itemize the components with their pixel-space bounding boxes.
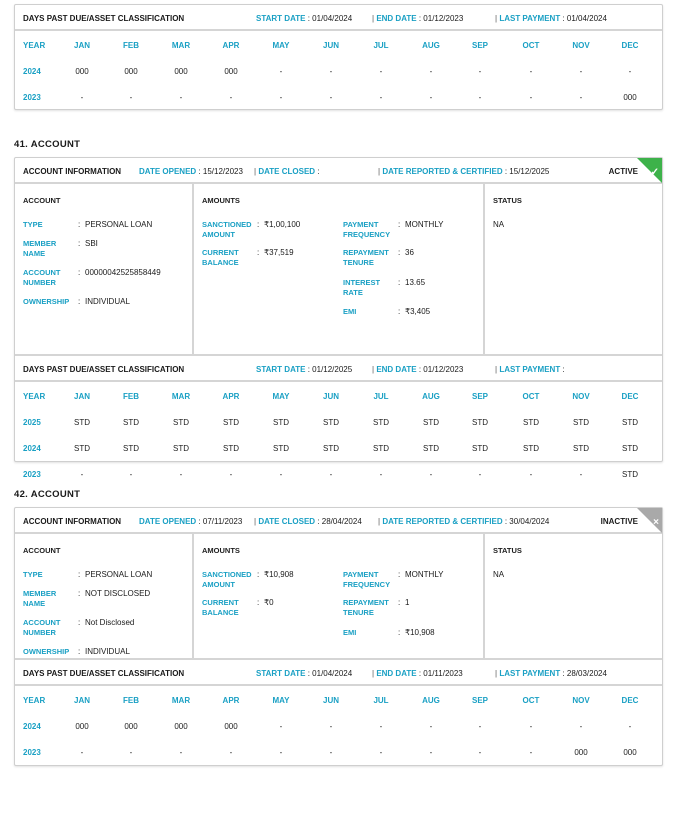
month-header-jan: JAN <box>73 41 91 50</box>
type-label: TYPE <box>23 570 43 579</box>
dpd-row <box>15 83 662 109</box>
start-date-label: START DATE <box>256 669 306 678</box>
amounts-column: AMOUNTS SANCTIONED AMOUNT : ₹10,908 CURRENT BALANCE : ₹0 PAYMENT FREQUENCY : MONTHLY REPAYMENT TENURE : 1 EMI : ₹10,908 <box>194 534 485 658</box>
last-payment-value: : 01/04/2024 <box>562 14 607 23</box>
current-balance-label: CURRENT BALANCE <box>202 248 239 267</box>
dpd-title: DAYS PAST DUE/ASSET CLASSIFICATION <box>23 365 185 374</box>
dpd-cell: STD <box>472 418 488 427</box>
dpd-cell: - <box>279 470 283 479</box>
dpd-cell: - <box>279 67 283 76</box>
dpd-cell: - <box>80 748 84 757</box>
dpd-cell: STD <box>173 444 189 453</box>
status-badge: INACTIVE <box>600 517 638 526</box>
dpd-cell: 000 <box>174 67 188 76</box>
dpd-cell: - <box>429 722 433 731</box>
account-info-title: ACCOUNT INFORMATION <box>23 167 122 176</box>
date-reported-value: : 30/04/2024 <box>504 517 550 526</box>
month-header-apr: APR <box>222 696 240 705</box>
current-balance-value: ₹37,519 <box>264 248 294 257</box>
month-header-apr: APR <box>222 41 240 50</box>
payment-frequency-value: MONTHLY <box>405 570 444 579</box>
dpd-cell: - <box>579 67 583 76</box>
month-header-apr: APR <box>222 392 240 401</box>
account-header: ACCOUNT <box>23 546 61 555</box>
dpd-header: DAYS PAST DUE/ASSET CLASSIFICATION START DATE : 01/04/2024 | END DATE : 01/11/2023 | LAST PAYMENT : 28/03/2024 <box>15 660 662 686</box>
dpd-cell: STD <box>622 418 638 427</box>
current-balance-label: CURRENT BALANCE <box>202 598 239 617</box>
month-header-may: MAY <box>272 392 290 401</box>
dpd-year: 2023 <box>23 470 41 479</box>
dpd-cell: - <box>329 722 333 731</box>
dpd-cell: STD <box>323 444 339 453</box>
status-header: STATUS <box>493 546 522 555</box>
dpd-cell: - <box>379 470 383 479</box>
start-date-value: : 01/04/2024 <box>307 669 353 678</box>
sanctioned-amount-value: ₹10,908 <box>264 570 294 579</box>
dpd-cell: STD <box>472 444 488 453</box>
dpd-cell: STD <box>622 444 638 453</box>
dpd-cell: 000 <box>623 748 637 757</box>
dpd-cell: STD <box>423 444 439 453</box>
date-opened-value: : 07/11/2023 <box>198 517 243 526</box>
account-card-41 <box>14 157 663 479</box>
dpd-cell: - <box>579 722 583 731</box>
dpd-cell: - <box>529 748 533 757</box>
start-date-label: START DATE <box>256 14 306 23</box>
dpd-row <box>15 408 662 434</box>
dpd-cell: - <box>279 93 283 102</box>
dpd-cell: 000 <box>124 67 138 76</box>
status-header: STATUS <box>493 196 522 205</box>
dpd-row <box>15 738 662 764</box>
dpd-cell: - <box>478 93 482 102</box>
dpd-cell: - <box>379 722 383 731</box>
month-header-sep: SEP <box>471 392 489 401</box>
month-header-feb: FEB <box>123 392 139 401</box>
dpd-cell: 000 <box>224 722 238 731</box>
dpd-grid <box>15 31 662 109</box>
ownership-label: OWNERSHIP <box>23 297 70 306</box>
date-opened-value: : 15/12/2023 <box>198 167 243 176</box>
dpd-grid <box>15 686 662 764</box>
month-header-jan: JAN <box>73 392 91 401</box>
account-info-header: ACCOUNT INFORMATION DATE OPENED : 15/12/2023 | DATE CLOSED : | DATE REPORTED & CERTIFIED : 15/12/2025 ACTIVE ✓ <box>15 158 662 184</box>
date-closed-label: DATE CLOSED <box>258 167 316 176</box>
status-badge: ACTIVE <box>608 167 638 176</box>
account-info-header: ACCOUNT INFORMATION DATE OPENED : 07/11/2023 | DATE CLOSED : 28/04/2024 | DATE REPORTED & CERTIFIED : 30/04/2024 INACTIVE × <box>15 508 662 534</box>
month-header-oct: OCT <box>522 696 540 705</box>
dpd-cell: STD <box>173 418 189 427</box>
month-header-oct: OCT <box>522 41 540 50</box>
member-name-value: NOT DISCLOSED <box>85 589 151 598</box>
dpd-cell: - <box>229 748 233 757</box>
current-balance-value: ₹0 <box>264 598 274 607</box>
dpd-cell: - <box>529 722 533 731</box>
sanctioned-amount-label: SANCTIONED AMOUNT <box>202 220 252 239</box>
dpd-cell: STD <box>523 418 539 427</box>
dpd-cell: STD <box>123 418 139 427</box>
month-header-jul: JUL <box>373 392 389 401</box>
end-date-value: : 01/12/2023 <box>418 14 464 23</box>
dpd-cell: STD <box>74 444 90 453</box>
emi-value: ₹3,405 <box>405 307 431 316</box>
account-number-value: 00000042525858449 <box>85 268 161 277</box>
dpd-cell: STD <box>273 444 289 453</box>
account-info-body <box>15 184 662 356</box>
month-header-sep: SEP <box>471 41 489 50</box>
dpd-cell: - <box>529 67 533 76</box>
start-date-label: START DATE <box>256 365 306 374</box>
month-header-aug: AUG <box>422 41 440 50</box>
dpd-cell: - <box>179 470 183 479</box>
dpd-year: 2024 <box>23 444 41 453</box>
month-header-jul: JUL <box>373 696 389 705</box>
account-column: ACCOUNT TYPE : PERSONAL LOAN MEMBER NAME : SBI ACCOUNT NUMBER : 00000042525858449 OWNERSHIP : INDIVIDUAL <box>15 184 194 354</box>
repayment-tenure-label: REPAYMENT TENURE <box>343 598 389 617</box>
dpd-cell: - <box>478 748 482 757</box>
month-header-mar: MAR <box>171 696 191 705</box>
last-payment-label: LAST PAYMENT <box>499 14 561 23</box>
month-header-nov: NOV <box>572 41 590 50</box>
type-label: TYPE <box>23 220 43 229</box>
account-number-label: ACCOUNT NUMBER <box>23 618 61 637</box>
dpd-cell: STD <box>223 444 239 453</box>
end-date-value: : 01/12/2023 <box>418 365 464 374</box>
year-header: YEAR <box>23 392 46 401</box>
dpd-cell: STD <box>123 444 139 453</box>
dpd-cell: 000 <box>623 93 637 102</box>
month-header-may: MAY <box>272 41 290 50</box>
dpd-card-top <box>14 4 663 110</box>
payment-frequency-label: PAYMENT FREQUENCY <box>343 570 391 589</box>
dpd-cell: - <box>478 470 482 479</box>
dpd-cell: - <box>429 93 433 102</box>
payment-frequency-value: MONTHLY <box>405 220 444 229</box>
status-column <box>485 534 662 658</box>
status-value: NA <box>493 570 505 579</box>
dpd-title: DAYS PAST DUE/ASSET CLASSIFICATION <box>23 14 185 23</box>
dpd-cell: STD <box>373 444 389 453</box>
section-title-42: 42. ACCOUNT <box>14 489 81 500</box>
last-payment-value: : <box>562 365 565 374</box>
month-header-may: MAY <box>272 696 290 705</box>
month-header-dec: DEC <box>621 392 639 401</box>
dpd-cell: STD <box>373 418 389 427</box>
emi-value: ₹10,908 <box>405 628 435 637</box>
month-header-aug: AUG <box>422 392 440 401</box>
dpd-year: 2024 <box>23 722 41 731</box>
account-number-value: Not Disclosed <box>85 618 135 627</box>
month-header-feb: FEB <box>123 41 139 50</box>
dpd-cell: STD <box>423 418 439 427</box>
dpd-cell: - <box>429 67 433 76</box>
date-closed-value: : 28/04/2024 <box>317 517 362 526</box>
dpd-cell: - <box>379 748 383 757</box>
ownership-label: OWNERSHIP <box>23 647 70 656</box>
dpd-cell: STD <box>523 444 539 453</box>
dpd-cell: 000 <box>574 748 588 757</box>
dpd-row <box>15 57 662 83</box>
date-opened-label: DATE OPENED <box>139 167 197 176</box>
dpd-header: DAYS PAST DUE/ASSET CLASSIFICATION START DATE : 01/12/2025 | END DATE : 01/12/2023 | LAST PAYMENT : <box>15 356 662 382</box>
month-header-sep: SEP <box>471 696 489 705</box>
dpd-cell: STD <box>273 418 289 427</box>
dpd-cell: - <box>529 93 533 102</box>
dpd-cell: - <box>229 470 233 479</box>
sanctioned-amount-value: ₹1,00,100 <box>264 220 301 229</box>
dpd-cell: STD <box>573 444 589 453</box>
month-header-nov: NOV <box>572 392 590 401</box>
dpd-year: 2024 <box>23 67 41 76</box>
dpd-header-row <box>15 686 662 712</box>
dpd-row <box>15 712 662 738</box>
end-date-label: END DATE <box>376 365 417 374</box>
last-payment-label: LAST PAYMENT <box>499 365 561 374</box>
date-reported-label: DATE REPORTED & CERTIFIED <box>382 167 503 176</box>
account-header: ACCOUNT <box>23 196 61 205</box>
dpd-cell: 000 <box>174 722 188 731</box>
dpd-cell: - <box>579 470 583 479</box>
dpd-cell: STD <box>74 418 90 427</box>
month-header-jun: JUN <box>322 392 340 401</box>
amounts-header: AMOUNTS <box>202 546 240 555</box>
dpd-cell: - <box>478 722 482 731</box>
dpd-year: 2025 <box>23 418 41 427</box>
dpd-year: 2023 <box>23 93 41 102</box>
month-header-jan: JAN <box>73 696 91 705</box>
month-header-jun: JUN <box>322 41 340 50</box>
year-header: YEAR <box>23 41 46 50</box>
dpd-cell: - <box>579 93 583 102</box>
ownership-value: INDIVIDUAL <box>85 647 130 656</box>
dpd-row <box>15 460 662 486</box>
end-date-label: END DATE <box>376 14 417 23</box>
dpd-cell: - <box>329 470 333 479</box>
dpd-cell: - <box>279 722 283 731</box>
dpd-cell: - <box>129 470 133 479</box>
dpd-cell: - <box>129 748 133 757</box>
end-date-value: : 01/11/2023 <box>418 669 463 678</box>
repayment-tenure-value: 1 <box>405 598 410 607</box>
dpd-cell: 000 <box>75 67 89 76</box>
date-closed-value: : <box>317 167 320 176</box>
account-info-body <box>15 534 662 660</box>
repayment-tenure-label: REPAYMENT TENURE <box>343 248 389 267</box>
month-header-mar: MAR <box>171 392 191 401</box>
dpd-cell: - <box>628 722 632 731</box>
month-header-feb: FEB <box>123 696 139 705</box>
month-header-aug: AUG <box>422 696 440 705</box>
dpd-cell: 000 <box>124 722 138 731</box>
date-opened-label: DATE OPENED <box>139 517 197 526</box>
month-header-jul: JUL <box>373 41 389 50</box>
dpd-cell: - <box>179 748 183 757</box>
dpd-cell: - <box>429 748 433 757</box>
month-header-oct: OCT <box>522 392 540 401</box>
dpd-cell: - <box>80 93 84 102</box>
dpd-cell: STD <box>573 418 589 427</box>
last-payment-value: : 28/03/2024 <box>562 669 607 678</box>
month-header-nov: NOV <box>572 696 590 705</box>
member-name-label: MEMBER NAME <box>23 589 57 608</box>
member-name-value: SBI <box>85 239 98 248</box>
dpd-header-row <box>15 31 662 57</box>
date-closed-label: DATE CLOSED <box>258 517 316 526</box>
dpd-cell: STD <box>223 418 239 427</box>
dpd-cell: 000 <box>75 722 89 731</box>
dpd-cell: - <box>379 67 383 76</box>
account-info-title: ACCOUNT INFORMATION <box>23 517 122 526</box>
date-reported-label: DATE REPORTED & CERTIFIED <box>382 517 503 526</box>
account-column: ACCOUNT TYPE : PERSONAL LOAN MEMBER NAME : NOT DISCLOSED ACCOUNT NUMBER : Not Disclosed OWNERSHIP : INDIVIDUAL <box>15 534 194 658</box>
type-value: PERSONAL LOAN <box>85 220 153 229</box>
sanctioned-amount-label: SANCTIONED AMOUNT <box>202 570 252 589</box>
status-column <box>485 184 662 354</box>
interest-rate-label: INTEREST RATE <box>343 278 381 297</box>
month-header-mar: MAR <box>171 41 191 50</box>
dpd-cell: - <box>229 93 233 102</box>
year-header: YEAR <box>23 696 46 705</box>
dpd-header: DAYS PAST DUE/ASSET CLASSIFICATION START DATE : 01/04/2024 | END DATE : 01/12/2023 | LAST PAYMENT : 01/04/2024 <box>15 5 662 31</box>
check-icon: ✓ <box>650 167 659 178</box>
dpd-grid <box>15 382 662 486</box>
dpd-cell: - <box>429 470 433 479</box>
dpd-cell: STD <box>323 418 339 427</box>
amounts-header: AMOUNTS <box>202 196 240 205</box>
dpd-year: 2023 <box>23 748 41 757</box>
section-title-41: 41. ACCOUNT <box>14 139 81 150</box>
dpd-cell: - <box>279 748 283 757</box>
amounts-column: AMOUNTS SANCTIONED AMOUNT : ₹1,00,100 CURRENT BALANCE : ₹37,519 PAYMENT FREQUENCY : MONTHLY REPAYMENT TENURE : 36 INTEREST RATE : 13.65 EMI : ₹3,405 <box>194 184 485 354</box>
dpd-cell: STD <box>622 470 638 479</box>
type-value: PERSONAL LOAN <box>85 570 153 579</box>
dpd-cell: - <box>80 470 84 479</box>
dpd-cell: - <box>329 67 333 76</box>
status-value: NA <box>493 220 505 229</box>
end-date-label: END DATE <box>376 669 417 678</box>
start-date-value: : 01/04/2024 <box>307 14 353 23</box>
dpd-cell: 000 <box>224 67 238 76</box>
ownership-value: INDIVIDUAL <box>85 297 130 306</box>
month-header-dec: DEC <box>621 41 639 50</box>
repayment-tenure-value: 36 <box>405 248 414 257</box>
account-card-42 <box>14 507 663 766</box>
start-date-value: : 01/12/2025 <box>307 365 353 374</box>
member-name-label: MEMBER NAME <box>23 239 57 258</box>
interest-rate-value: 13.65 <box>405 278 426 287</box>
dpd-cell: - <box>529 470 533 479</box>
date-reported-value: : 15/12/2025 <box>504 167 550 176</box>
dpd-cell: - <box>129 93 133 102</box>
dpd-cell: - <box>379 93 383 102</box>
emi-label: EMI <box>343 628 357 637</box>
month-header-dec: DEC <box>621 696 639 705</box>
dpd-header-row <box>15 382 662 408</box>
dpd-cell: - <box>329 748 333 757</box>
month-header-jun: JUN <box>322 696 340 705</box>
dpd-title: DAYS PAST DUE/ASSET CLASSIFICATION <box>23 669 185 678</box>
emi-label: EMI <box>343 307 357 316</box>
dpd-row <box>15 434 662 460</box>
dpd-cell: - <box>329 93 333 102</box>
payment-frequency-label: PAYMENT FREQUENCY <box>343 220 391 239</box>
dpd-cell: - <box>478 67 482 76</box>
last-payment-label: LAST PAYMENT <box>499 669 561 678</box>
close-icon: × <box>653 517 659 528</box>
dpd-cell: - <box>628 67 632 76</box>
account-number-label: ACCOUNT NUMBER <box>23 268 61 287</box>
dpd-cell: - <box>179 93 183 102</box>
